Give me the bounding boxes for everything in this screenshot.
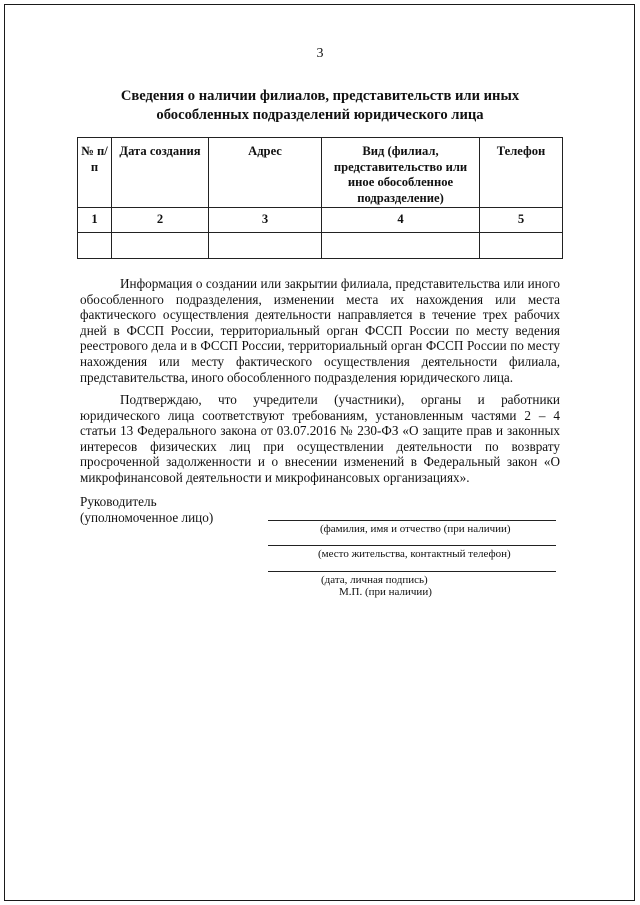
header-creation-date: Дата создания <box>112 138 209 208</box>
name-caption: (фамилия, имя и отчество (при наличии) <box>320 523 511 535</box>
table-header-row <box>78 138 563 208</box>
header-address: Адрес <box>209 138 322 208</box>
date-signature-line <box>268 571 556 572</box>
header-number: № п/п <box>78 138 112 208</box>
header-phone: Телефон <box>480 138 563 208</box>
date-signature-caption: (дата, личная подпись) <box>321 574 428 586</box>
signatory-title: Руководитель <box>80 494 157 509</box>
residence-caption: (место жительства, контактный телефон) <box>318 548 511 560</box>
column-number: 5 <box>480 208 563 233</box>
column-number: 2 <box>112 208 209 233</box>
info-paragraph: Информация о создании или закрытии филиала, представительства или иного обособленного подразделения, изменении места их нахождения или места фактического осуществления деятельности направляется в течение трех рабочих дней в ФССП России, территориальный орган ФССП России по месту ведения реестрового дела и в ФССП России, территориальный орган ФССП России по месту нахождения или месту фактического осуществления деятельности филиала, представительства, иного обособленного подразделения юридического лица. <box>80 276 560 385</box>
table-cell <box>480 233 563 259</box>
table-cell <box>322 233 480 259</box>
branches-table <box>77 137 563 259</box>
confirmation-paragraph: Подтверждаю, что учредители (участники), органы и работники юридического лица соответствуют требованиям, установленным частями 2 – 4 статьи 13 Федерального закона от 03.07.2016 № 230-ФЗ «О защите прав и законных интересов физических лиц при осуществлении деятельности по возврату просроченной задолженности и о внесении изменений в Федеральный закон «О микрофинансовой деятельности и микрофинансовых организациях». <box>80 392 560 485</box>
page-number: 3 <box>316 46 324 61</box>
table-column-numbers-row <box>78 208 563 233</box>
residence-signature-line <box>268 545 556 546</box>
signatory-subtitle: (уполномоченное лицо) <box>80 510 214 525</box>
column-number: 4 <box>322 208 480 233</box>
column-number: 1 <box>78 208 112 233</box>
name-signature-line <box>268 520 556 521</box>
table-cell <box>209 233 322 259</box>
stamp-caption: М.П. (при наличии) <box>339 586 432 598</box>
header-type: Вид (филиал, представительство или иное обособленное подразделение) <box>322 138 480 208</box>
document-title: Сведения о наличии филиалов, представительств или иных обособленных подразделений юридического лица <box>120 88 520 123</box>
table-cell <box>78 233 112 259</box>
table-cell <box>112 233 209 259</box>
column-number: 3 <box>209 208 322 233</box>
table-row <box>78 233 563 259</box>
signatory-label <box>80 494 213 526</box>
